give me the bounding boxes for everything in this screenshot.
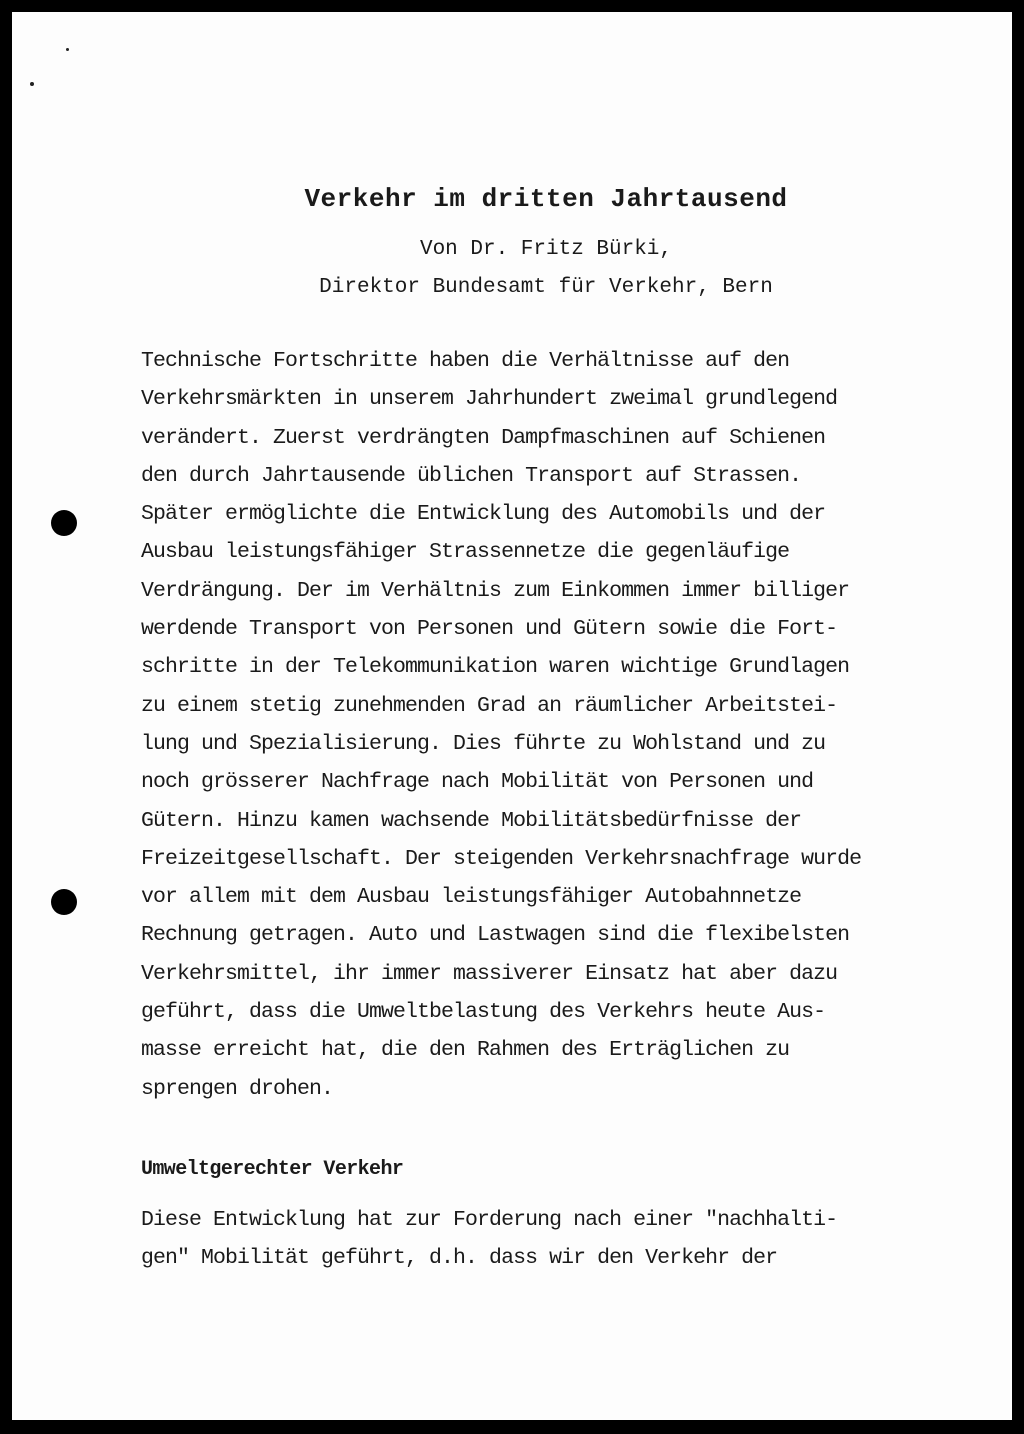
text-line: gen" Mobilität geführt, d.h. dass wir den Verkehr der (141, 1246, 778, 1271)
text-line: zu einem stetig zunehmenden Grad an räumlicher Arbeitstei- (141, 693, 838, 718)
text-line: masse erreicht hat, die den Rahmen des Erträglichen zu (141, 1038, 790, 1063)
text-line: vor allem mit dem Ausbau leistungsfähiger Autobahnnetze (141, 885, 802, 910)
text-line: Freizeitgesellschaft. Der steigenden Verkehrsnachfrage wurde (141, 846, 862, 871)
text-line: werdende Transport von Personen und Gütern sowie die Fort- (141, 617, 838, 642)
text-line: Verkehrsmärkten in unserem Jahrhundert zweimal grundlegend (141, 387, 838, 412)
text-line: geführt, dass die Umweltbelastung des Verkehrs heute Aus- (141, 1000, 826, 1025)
text-line: Ausbau leistungsfähiger Strassennetze die gegenläufige (141, 540, 790, 565)
text-line: Technische Fortschritte haben die Verhältnisse auf den (141, 349, 790, 373)
text-line: verändert. Zuerst verdrängten Dampfmaschinen auf Schienen (141, 425, 826, 450)
text-line: Diese Entwicklung hat zur Forderung nach einer "nachhalti- (141, 1208, 838, 1232)
text-line: Später ermöglichte die Entwicklung des Automobils und der (141, 502, 826, 527)
text-line: Gütern. Hinzu kamen wachsende Mobilitätsbedürfnisse der (141, 808, 802, 833)
text-line: schritte in der Telekommunikation waren wichtige Grundlagen (141, 655, 850, 680)
text-line: lung und Spezialisierung. Dies führte zu Wohlstand und zu (141, 731, 826, 756)
body-paragraph-1 (141, 342, 941, 1108)
text-line: sprengen drohen. (141, 1076, 334, 1101)
text-line: Rechnung getragen. Auto und Lastwagen sind die flexibelsten (141, 923, 850, 948)
section-heading: Umweltgerechter Verkehr (141, 1158, 404, 1181)
page-sheet (12, 12, 1012, 1420)
text-line: noch grösserer Nachfrage nach Mobilität von Personen und (141, 770, 814, 795)
author-line: Von Dr. Fritz Bürki, (419, 238, 673, 261)
document-title: Verkehr im dritten Jahrtausend (304, 184, 788, 214)
text-line: den durch Jahrtausende üblichen Transport auf Strassen. (141, 463, 802, 488)
document-body (12, 12, 1012, 1420)
author-affiliation: Direktor Bundesamt für Verkehr, Bern (319, 276, 773, 299)
body-paragraph-2 (141, 1201, 941, 1278)
text-line: Verdrängung. Der im Verhältnis zum Einkommen immer billiger (141, 578, 850, 603)
text-line: Verkehrsmittel, ihr immer massiverer Einsatz hat aber dazu (141, 961, 838, 986)
